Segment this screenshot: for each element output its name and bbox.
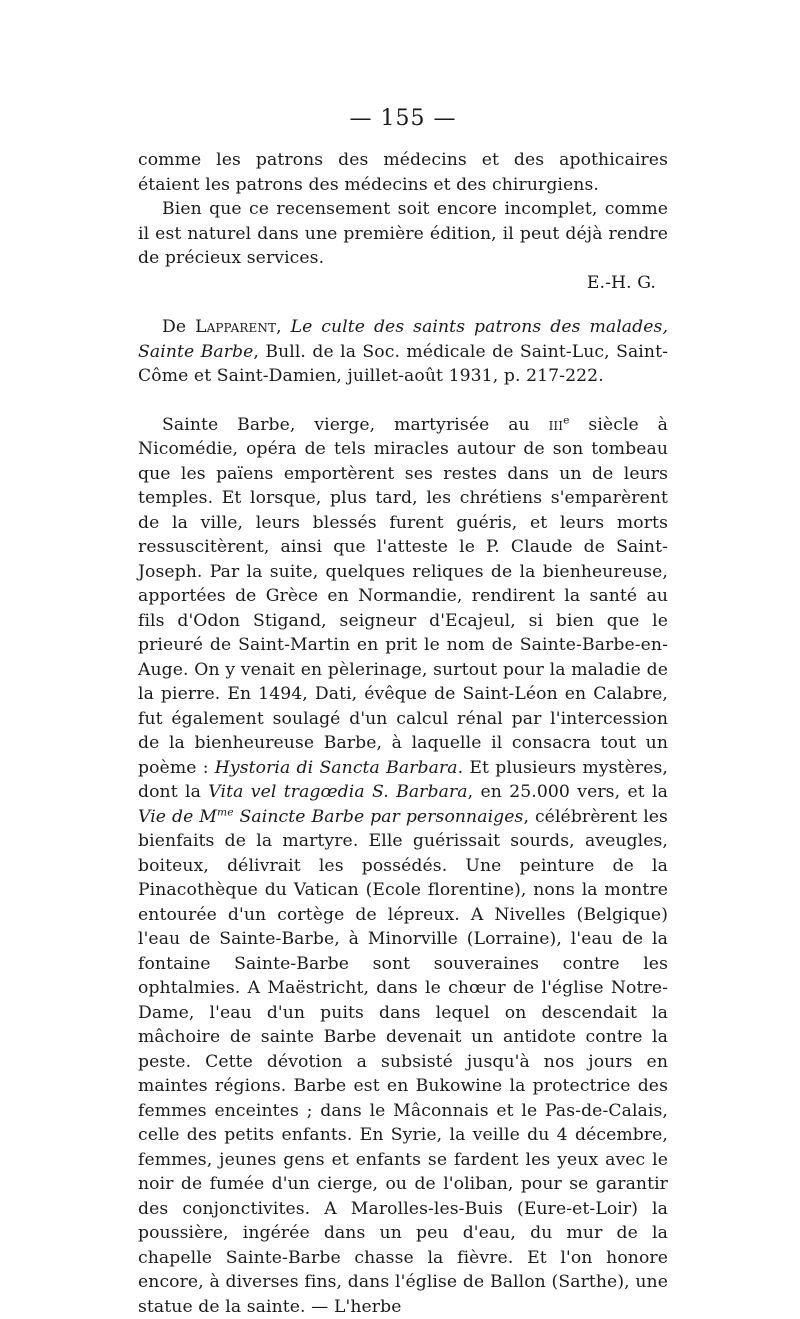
- body-text-4: , en 25.000 vers, et la: [468, 782, 668, 802]
- bibliographic-reference: [138, 315, 668, 389]
- reference-author: Lapparent: [195, 317, 276, 337]
- body-text-3: . Et plusieurs mystères, dont la: [138, 758, 668, 803]
- work-title-vie-part1: Vie de M: [138, 807, 217, 827]
- reference-title: Le culte des saints patrons des malades, Sainte Barbe: [138, 317, 668, 362]
- body-text-2: siècle à Nicomédie, opéra de tels miracles autour de son tombeau que les païens emportèrent ses restes dans un de leurs temples. Et lorsque, plus tard, les chrétiens s'emparèrent de la ville, leurs blessés furent guéris, et leurs morts ressuscitèrent, ainsi que l'atteste le P. Claude de Saint-Joseph. Par la suite, quelques reliques de la bienheureuse, apportées de Grèce en Normandie, rendirent la santé au fils d'Odon Stigand, seigneur d'Ecajeul, si bien que le prieuré de Saint-Martin en prit le nom de Sainte-Barbe-en-Auge. On y venait en pèlerinage, surtout pour la maladie de la pierre. En 1494, Dati, évêque de Saint-Léon en Calabre, fut également soulagé d'un calcul rénal par l'intercession de la bienheureuse Barbe, à laquelle il consacra tout un poème :: [138, 415, 668, 778]
- reference-prefix: De: [162, 317, 195, 337]
- century-superscript: e: [563, 413, 569, 426]
- reference-comma: ,: [276, 317, 290, 337]
- body-text-5: , célébrèrent les bienfaits de la martyre. Elle guérissait sourds, aveugles, boiteux, délivrait les possédés. Une peinture de la Pinacothèque du Vatican (Ecole florentine), nons la montre entourée d'un cortège de lépreux. A Nivelles (Belgique) l'eau de Sainte-Barbe, à Minorville (Lorraine), l'eau de la fontaine Sainte-Barbe sont souveraines contre les ophtalmies. A Maëstricht, dans le chœur de l'église Notre-Dame, l'eau d'un puits dans lequel on descendait la mâchoire de sainte Barbe devenait un antidote contre la peste. Cette dévotion a subsisté jusqu'à nos jours en maintes régions. Barbe est en Bukowine la protectrice des femmes enceintes ; dans le Mâconnais et le Pas-de-Calais, celle des petits enfants. En Syrie, la veille du 4 décembre, femmes, jeunes gens et enfants se fardent les yeux avec le noir de fumée d'un cierge, ou de l'oliban, pour se garantir des conjonctivites. A Marolles-les-Buis (Eure-et-Loir) la poussière, ingérée dans un peu d'eau, du mur de la chapelle Sainte-Barbe chasse la fièvre. Et l'on honore encore, à diverses fins, dans l'église de Ballon (Sarthe), une statue de la sainte. — L'herbe: [138, 807, 668, 1317]
- work-title-vie-part2: Saincte Barbe par personnaiges: [234, 807, 524, 827]
- closing-text: Bien que ce recensement soit encore incomplet, comme il est naturel dans une première édition, il peut déjà rendre de précieux services.: [138, 199, 668, 268]
- body-paragraph: [138, 413, 668, 1319]
- body-text-1: Sainte Barbe, vierge, martyrisée au: [162, 415, 549, 435]
- intro-paragraph-continued: comme les patrons des médecins et des apothicaires étaient les patrons des médecins et des chirurgiens.: [138, 148, 668, 197]
- work-title-vie: [138, 807, 523, 827]
- book-page: [138, 104, 668, 1319]
- work-title-vita: Vita vel tragœdia S. Barbara: [208, 782, 467, 802]
- work-title-hystoria: Hystoria di Sancta Barbara: [215, 758, 458, 778]
- signature-row: [138, 271, 668, 296]
- page-number: — 155 —: [138, 104, 668, 134]
- work-title-vie-superscript: me: [217, 805, 234, 818]
- century-numeral: iii: [549, 415, 564, 435]
- intro-paragraph-closing: [138, 197, 668, 271]
- reference-details: , Bull. de la Soc. médicale de Saint-Luc, Saint-Côme et Saint-Damien, juillet-août 1931, p. 217-222.: [138, 342, 668, 387]
- author-initials: E.-H. G.: [587, 271, 656, 296]
